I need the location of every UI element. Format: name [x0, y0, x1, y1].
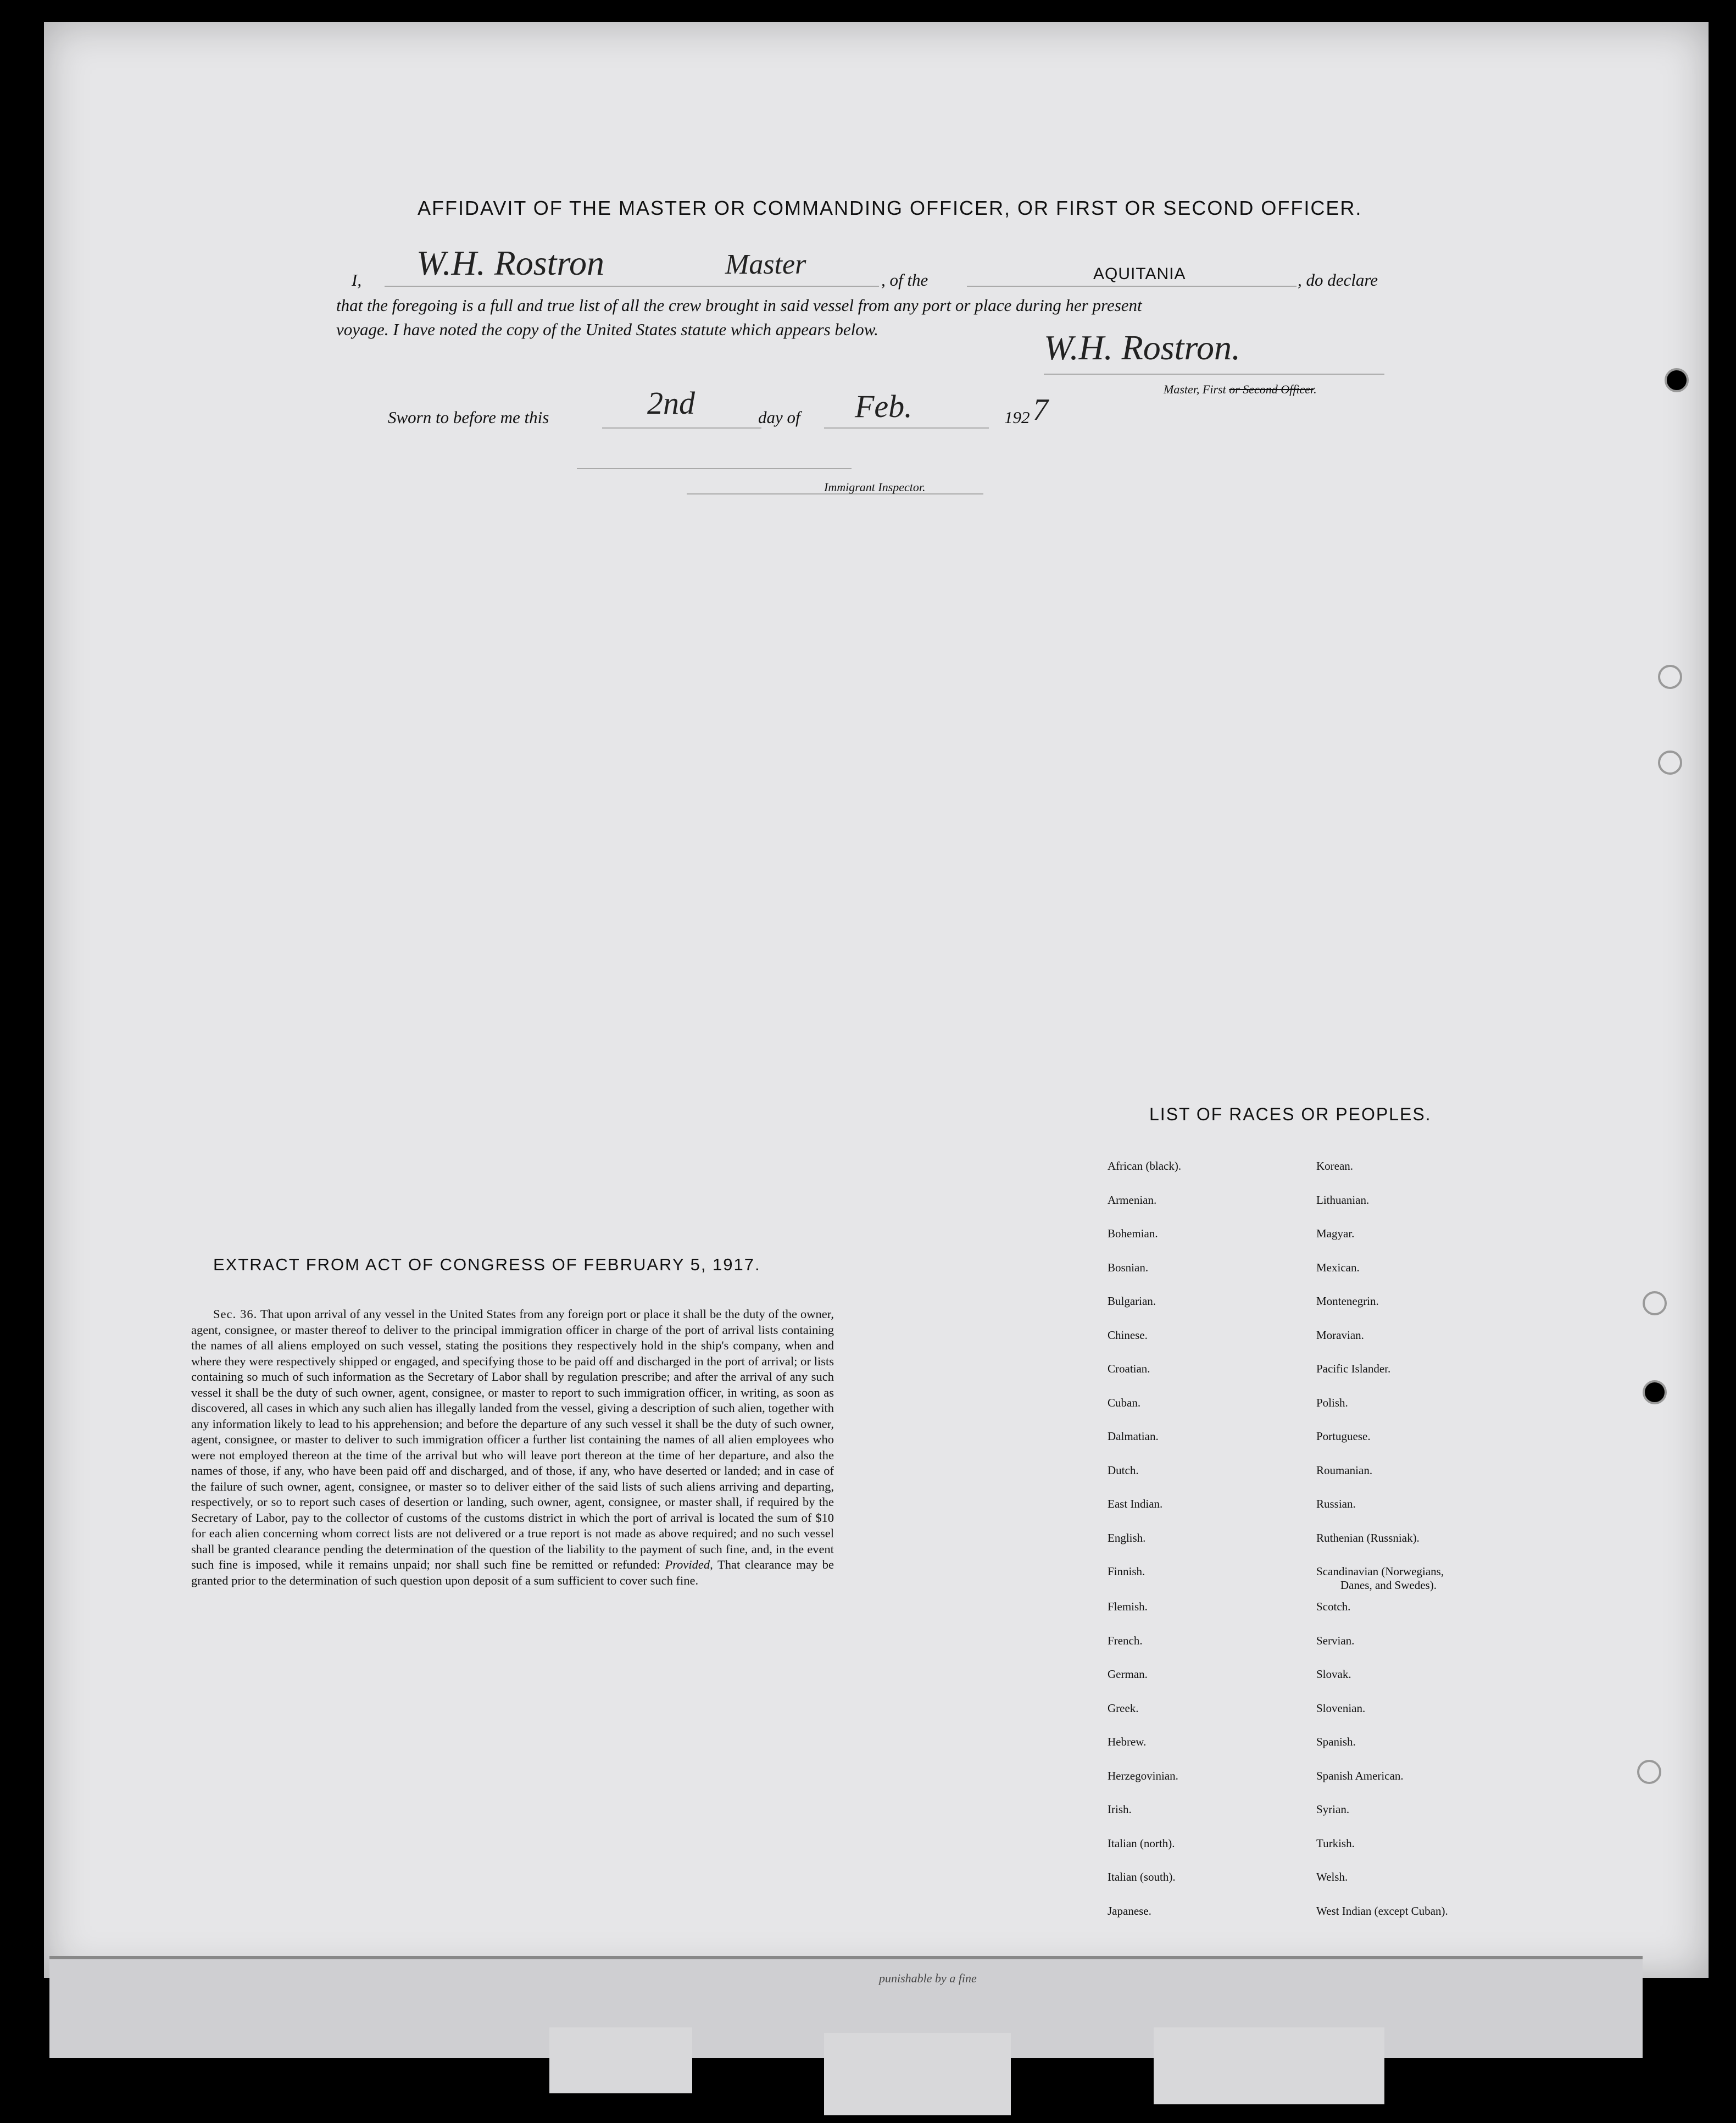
- statute-part-2: That clearance may be granted prior to the determination of such question upon deposit of a sum sufficient to cover such fine.: [191, 1558, 834, 1587]
- race-item: Flemish.: [1108, 1600, 1148, 1613]
- race-item: Roumanian.: [1316, 1463, 1373, 1477]
- race-item: Lithuanian.: [1316, 1193, 1370, 1207]
- torn-paper: [1154, 2027, 1384, 2104]
- race-item: Armenian.: [1108, 1193, 1157, 1207]
- race-item: Turkish.: [1316, 1836, 1355, 1850]
- sworn-day: 2nd: [647, 385, 695, 421]
- race-item: Korean.: [1316, 1159, 1354, 1172]
- affidavit-heading: AFFIDAVIT OF THE MASTER OR COMMANDING OFFICER, OR FIRST OR SECOND OFFICER.: [418, 197, 1362, 219]
- race-item: Mexican.: [1316, 1260, 1360, 1274]
- punch-hole: [1643, 1380, 1667, 1404]
- race-item: Polish.: [1316, 1396, 1348, 1409]
- races-heading: LIST OF RACES OR PEOPLES.: [1149, 1104, 1432, 1124]
- race-item: Bohemian.: [1108, 1227, 1158, 1240]
- race-item: Welsh.: [1316, 1870, 1348, 1883]
- race-item: Italian (north).: [1108, 1836, 1175, 1850]
- race-item: Irish.: [1108, 1803, 1132, 1816]
- races-right-column: [1316, 1159, 1448, 1938]
- race-item: Pacific Islander.: [1316, 1362, 1391, 1375]
- rank-handwritten: Master: [725, 249, 806, 280]
- race-item: German.: [1108, 1668, 1148, 1681]
- race-item-scandinavian-cont: Danes, and Swedes).: [1340, 1579, 1437, 1592]
- race-item: Hebrew.: [1108, 1735, 1147, 1748]
- punch-hole: [1637, 1760, 1661, 1784]
- race-item: Spanish.: [1316, 1735, 1356, 1748]
- race-item: West Indian (except Cuban).: [1316, 1904, 1448, 1918]
- inspector-caption: Immigrant Inspector.: [824, 480, 926, 494]
- race-item: Herzegovinian.: [1108, 1769, 1178, 1782]
- race-item: Slovenian.: [1316, 1701, 1366, 1715]
- race-item: Magyar.: [1316, 1227, 1355, 1240]
- provided-label: Provided,: [665, 1558, 713, 1571]
- master-signature: W.H. Rostron: [416, 243, 604, 282]
- punch-hole: [1658, 665, 1682, 689]
- race-item: Syrian.: [1316, 1803, 1350, 1816]
- day-of-label: day of: [758, 408, 800, 427]
- punch-hole: [1658, 751, 1682, 775]
- day-line: [602, 427, 761, 429]
- statute-part-1: That upon arrival of any vessel in the United States from any foreign port or place it shall be the duty of the owner, agent, consignee, or master thereof to deliver to the principal immigration officer in charge of the port of arrival lists containing the names of all aliens employed on such vessel, stating the positions they respectively hold in the ship's company, when and where they were respectively shipped or engaged, and specifying those to be paid off and discharged in the port of arrival; or lists containing so much of such information as the Secretary of Labor shall by regulation prescribe; and after the arrival of any such vessel it shall be the duty of such owner, agent, consignee, or master to report to such immigration officer, in writing, as soon as discovered, all cases in which any such alien has illegally landed from the vessel, giving a description of such alien, together with any information likely to lead to his apprehension; and before the departure of any such vessel it shall be the duty of such owner, agent, consignee, or master to deliver to such immigration officer a further list containing the names of all alien employees who were not employed thereon at the time of the arrival but who will leave port thereon at the time of her departure, and also the names of those, if any, who have been paid off and discharged, and of those, if any, who have deserted or landed; and in case of the failure of such owner, agent, consignee, or master so to deliver either of the said lists of such aliens arriving and departing, respectively, or so to report such cases of desertion or landing, such owner, agent, consignee, or master shall, if required by the Secretary of Labor, pay to the collector of customs of the customs district in which the port of arrival is located the sum of $10 for each alien concerning whom correct lists are not delivered or a true report is not made as above required; and no such vessel shall be granted clearance pending the determination of the question of the liability to the payment of such fine, and, in the event such fine is imposed, while it remains unpaid; nor shall such fine be remitted or refunded:: [191, 1307, 834, 1571]
- race-item: Slovak.: [1316, 1668, 1351, 1681]
- punch-hole: [1665, 368, 1689, 392]
- year-suffix: 7: [1033, 393, 1048, 427]
- race-item: Italian (south).: [1108, 1870, 1176, 1883]
- races-left-column: [1108, 1159, 1181, 1938]
- race-item: Bosnian.: [1108, 1260, 1149, 1274]
- race-item: Finnish.: [1108, 1565, 1145, 1578]
- race-item: East Indian.: [1108, 1497, 1163, 1510]
- bottom-strip-text: punishable by a fine: [879, 1971, 977, 1985]
- name-line: [385, 286, 879, 287]
- race-item: Bulgarian.: [1108, 1294, 1156, 1308]
- vessel-line: [967, 286, 1297, 287]
- i-label: I,: [352, 270, 362, 290]
- race-item: Dalmatian.: [1108, 1430, 1159, 1443]
- torn-paper: [824, 2033, 1011, 2115]
- torn-paper: [549, 2027, 692, 2093]
- race-item: Ruthenian (Russniak).: [1316, 1531, 1420, 1544]
- inspector-line-1: [577, 468, 852, 469]
- sworn-month: Feb.: [855, 388, 912, 424]
- race-item: African (black).: [1108, 1159, 1182, 1172]
- race-item: Portuguese.: [1316, 1430, 1371, 1443]
- vessel-name: AQUITANIA: [1093, 265, 1186, 283]
- month-line: [824, 427, 989, 429]
- race-item: Russian.: [1316, 1497, 1356, 1510]
- race-item: Greek.: [1108, 1701, 1139, 1715]
- signer-caption: [1164, 382, 1317, 397]
- statute-text: [191, 1307, 834, 1588]
- race-item: Scotch.: [1316, 1600, 1351, 1613]
- signature-repeat: W.H. Rostron.: [1044, 328, 1240, 367]
- race-item: Servian.: [1316, 1633, 1355, 1647]
- year-prefix: 192: [1004, 408, 1030, 427]
- race-item: Dutch.: [1108, 1463, 1139, 1477]
- signer-caption-master: Master, First: [1164, 382, 1226, 396]
- signer-caption-struck: or Second Officer: [1229, 382, 1314, 396]
- race-item: Montenegrin.: [1316, 1294, 1379, 1308]
- race-item: Chinese.: [1108, 1328, 1148, 1342]
- signer-caption-end: .: [1314, 382, 1317, 396]
- sworn-label: Sworn to before me this: [388, 408, 549, 427]
- race-item: Croatian.: [1108, 1362, 1150, 1375]
- race-item: English.: [1108, 1531, 1146, 1544]
- race-item: Cuban.: [1108, 1396, 1141, 1409]
- extract-heading: EXTRACT FROM ACT OF CONGRESS OF FEBRUARY 5, 1917.: [213, 1255, 761, 1274]
- signature-line: [1044, 374, 1384, 375]
- punch-hole: [1643, 1291, 1667, 1315]
- race-item: Moravian.: [1316, 1328, 1364, 1342]
- affidavit-line-3: voyage. I have noted the copy of the United States statute which appears below.: [336, 320, 878, 339]
- do-declare-label: , do declare: [1298, 270, 1378, 290]
- race-item: [1316, 1565, 1448, 1600]
- sec-label: Sec. 36.: [213, 1307, 258, 1321]
- document-sheet: [44, 22, 1709, 1978]
- of-the-label: , of the: [881, 270, 928, 290]
- race-item: Japanese.: [1108, 1904, 1151, 1918]
- race-item: French.: [1108, 1633, 1143, 1647]
- race-item-scandinavian: Scandinavian (Norwegians,: [1316, 1565, 1444, 1578]
- affidavit-line-2: that the foregoing is a full and true list of all the crew brought in said vessel from any port or place during her present: [336, 296, 1142, 315]
- race-item: Spanish American.: [1316, 1769, 1404, 1782]
